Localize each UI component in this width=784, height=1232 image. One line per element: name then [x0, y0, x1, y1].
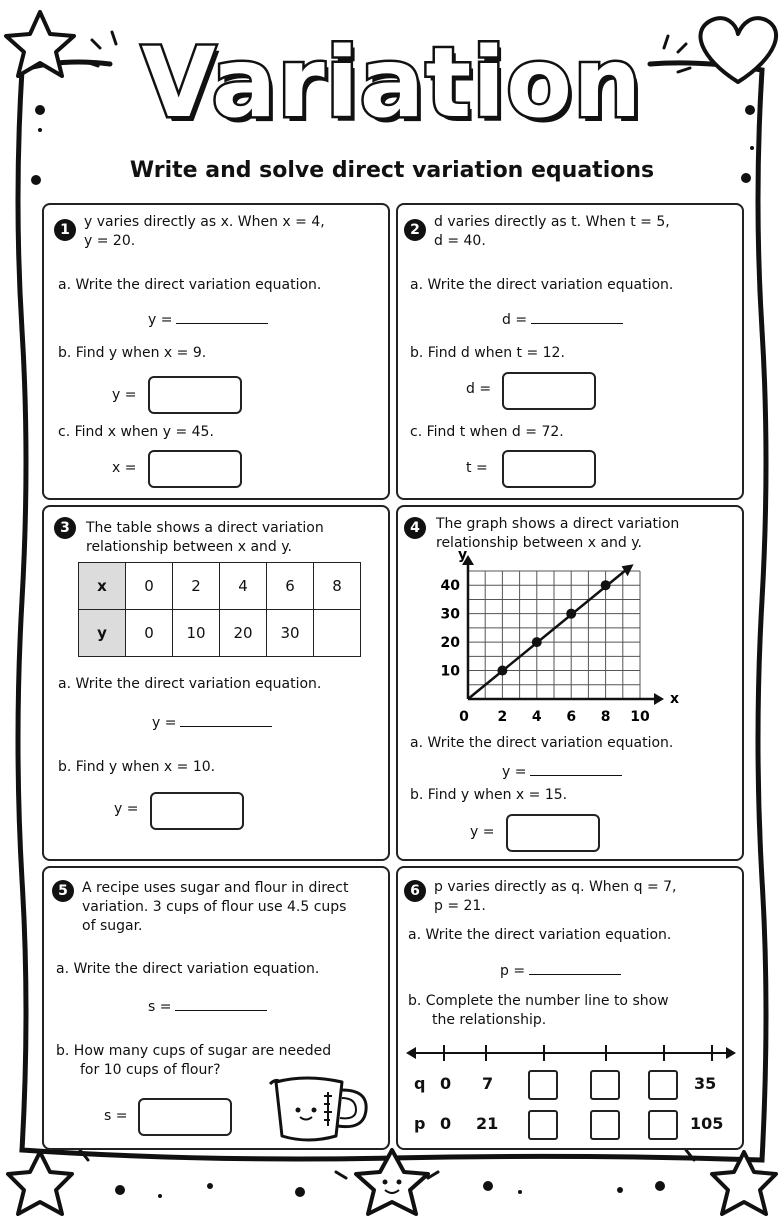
answer-box[interactable] — [502, 372, 596, 410]
q-value: 7 — [482, 1074, 494, 1093]
number-line — [406, 1042, 736, 1064]
part-c-prompt: c. Find x when y = 45. — [58, 424, 214, 440]
part-b-prompt: b. Find y when x = 15. — [410, 787, 568, 803]
part-b-label: y = — [470, 824, 495, 840]
x-tick-label: 6 — [566, 709, 577, 725]
q-blank-box[interactable] — [590, 1070, 620, 1100]
table-header-y: y — [79, 610, 126, 657]
xy-table — [78, 562, 361, 657]
part-b-prompt: b. Complete the number line to show the relationship. — [408, 993, 669, 1028]
part-a-prompt: a. Write the direct variation equation. — [58, 676, 322, 692]
part-b-label: s = — [104, 1108, 128, 1124]
p-blank-box[interactable] — [648, 1110, 678, 1140]
table-cell: 6 — [267, 563, 314, 610]
answer-box[interactable] — [148, 450, 242, 488]
problem-number: 3 — [54, 517, 76, 539]
q-blank-box[interactable] — [528, 1070, 558, 1100]
table-cell: 2 — [173, 563, 220, 610]
table-cell: 0 — [126, 610, 173, 657]
part-a-answer: y = — [148, 309, 268, 328]
table-header-x: x — [79, 563, 126, 610]
p-blank-box[interactable] — [528, 1110, 558, 1140]
table-cell: 4 — [220, 563, 267, 610]
part-b-prompt: b. How many cups of sugar are needed for 10 cups of flour? — [56, 1043, 332, 1078]
table-cell-blank[interactable] — [314, 610, 361, 657]
answer-blank[interactable] — [530, 761, 622, 776]
table-row — [79, 610, 361, 657]
series-line — [468, 570, 626, 699]
data-point — [532, 637, 542, 647]
answer-box[interactable] — [150, 792, 244, 830]
y-tick-label: 10 — [440, 663, 460, 680]
part-a-answer: d = — [502, 309, 623, 328]
part-a-answer: y = — [502, 761, 622, 780]
answer-blank[interactable] — [175, 996, 267, 1011]
table-cell: 30 — [267, 610, 314, 657]
answer-blank[interactable] — [180, 712, 272, 727]
part-a-prompt: a. Write the direct variation equation. — [56, 961, 320, 977]
direct-variation-graph — [428, 551, 688, 731]
q-value: 35 — [694, 1074, 717, 1093]
x-tick-label: 8 — [600, 709, 611, 725]
part-b-prompt: b. Find d when t = 12. — [410, 345, 565, 361]
x-tick-label: 4 — [531, 709, 542, 725]
table-row — [79, 563, 361, 610]
answer-blank[interactable] — [529, 960, 621, 975]
problem-stem: A recipe uses sugar and flour in direct variation. 3 cups of flour use 4.5 cups of sugar. — [82, 880, 349, 934]
part-a-prompt: a. Write the direct variation equation. — [408, 927, 672, 943]
part-a-prompt: a. Write the direct variation equation. — [410, 735, 674, 751]
p-row-label: p — [414, 1114, 426, 1133]
star-icon — [712, 1152, 776, 1214]
part-a-answer: p = — [500, 960, 621, 979]
problem-2-panel — [396, 203, 744, 500]
problem-5-panel — [42, 866, 390, 1150]
part-b-label: y = — [112, 387, 137, 403]
part-a-prompt: a. Write the direct variation equation. — [58, 277, 322, 293]
problem-stem: p varies directly as q. When q = 7, p = 21. — [434, 879, 677, 914]
answer-blank[interactable] — [531, 309, 623, 324]
p-blank-box[interactable] — [590, 1110, 620, 1140]
y-tick-label: 40 — [440, 578, 460, 595]
answer-box[interactable] — [138, 1098, 232, 1136]
problem-stem: The graph shows a direct variation relationship between x and y. — [436, 516, 680, 551]
problem-1-panel — [42, 203, 390, 500]
answer-box[interactable] — [506, 814, 600, 852]
table-cell: 8 — [314, 563, 361, 610]
answer-box[interactable] — [502, 450, 596, 488]
x-tick-label: 2 — [497, 709, 508, 725]
problem-stem: d varies directly as t. When t = 5, d = 40. — [434, 214, 670, 249]
problem-6-panel — [396, 866, 744, 1150]
y-tick-label: 30 — [440, 606, 460, 623]
problem-4-panel — [396, 505, 744, 861]
x-axis-arrow — [654, 693, 664, 705]
p-value: 105 — [690, 1114, 724, 1133]
y-axis-label: y — [458, 551, 468, 563]
star-icon — [8, 1152, 72, 1214]
problem-3-panel — [42, 505, 390, 861]
x-tick-label: 10 — [630, 709, 650, 725]
q-row-label: q — [414, 1074, 426, 1093]
part-b-label: y = — [114, 801, 139, 817]
measuring-cup-icon — [266, 1072, 372, 1144]
problem-number: 4 — [404, 517, 426, 539]
answer-blank[interactable] — [176, 309, 268, 324]
table-cell: 20 — [220, 610, 267, 657]
q-blank-box[interactable] — [648, 1070, 678, 1100]
part-b-prompt: b. Find y when x = 9. — [58, 345, 207, 361]
page-subtitle: Write and solve direct variation equations — [129, 158, 655, 183]
problem-stem: y varies directly as x. When x = 4, y = 20. — [84, 214, 325, 249]
problem-number: 5 — [52, 880, 74, 902]
part-b-prompt: b. Find y when x = 10. — [58, 759, 216, 775]
answer-box[interactable] — [148, 376, 242, 414]
part-a-answer: y = — [152, 712, 272, 731]
part-b-label: d = — [466, 381, 492, 397]
data-point — [566, 609, 576, 619]
q-value: 0 — [440, 1074, 452, 1093]
problem-number: 6 — [404, 880, 426, 902]
table-cell: 0 — [126, 563, 173, 610]
p-value: 0 — [440, 1114, 452, 1133]
part-c-label: x = — [112, 460, 137, 476]
series-line-arrow — [622, 564, 634, 576]
problem-number: 1 — [54, 219, 76, 241]
p-value: 21 — [476, 1114, 499, 1133]
problem-stem: The table shows a direct variation relationship between x and y. — [86, 520, 324, 555]
page-title: Variation — [141, 27, 643, 139]
data-point — [497, 666, 507, 676]
data-point — [601, 580, 611, 590]
x-tick-label: 0 — [459, 709, 469, 725]
problem-number: 2 — [404, 219, 426, 241]
part-c-label: t = — [466, 460, 488, 476]
x-axis-label: x — [670, 691, 680, 707]
part-a-prompt: a. Write the direct variation equation. — [410, 277, 674, 293]
y-tick-label: 20 — [440, 635, 460, 652]
part-c-prompt: c. Find t when d = 72. — [410, 424, 564, 440]
table-cell: 10 — [173, 610, 220, 657]
part-a-answer: s = — [148, 996, 267, 1015]
